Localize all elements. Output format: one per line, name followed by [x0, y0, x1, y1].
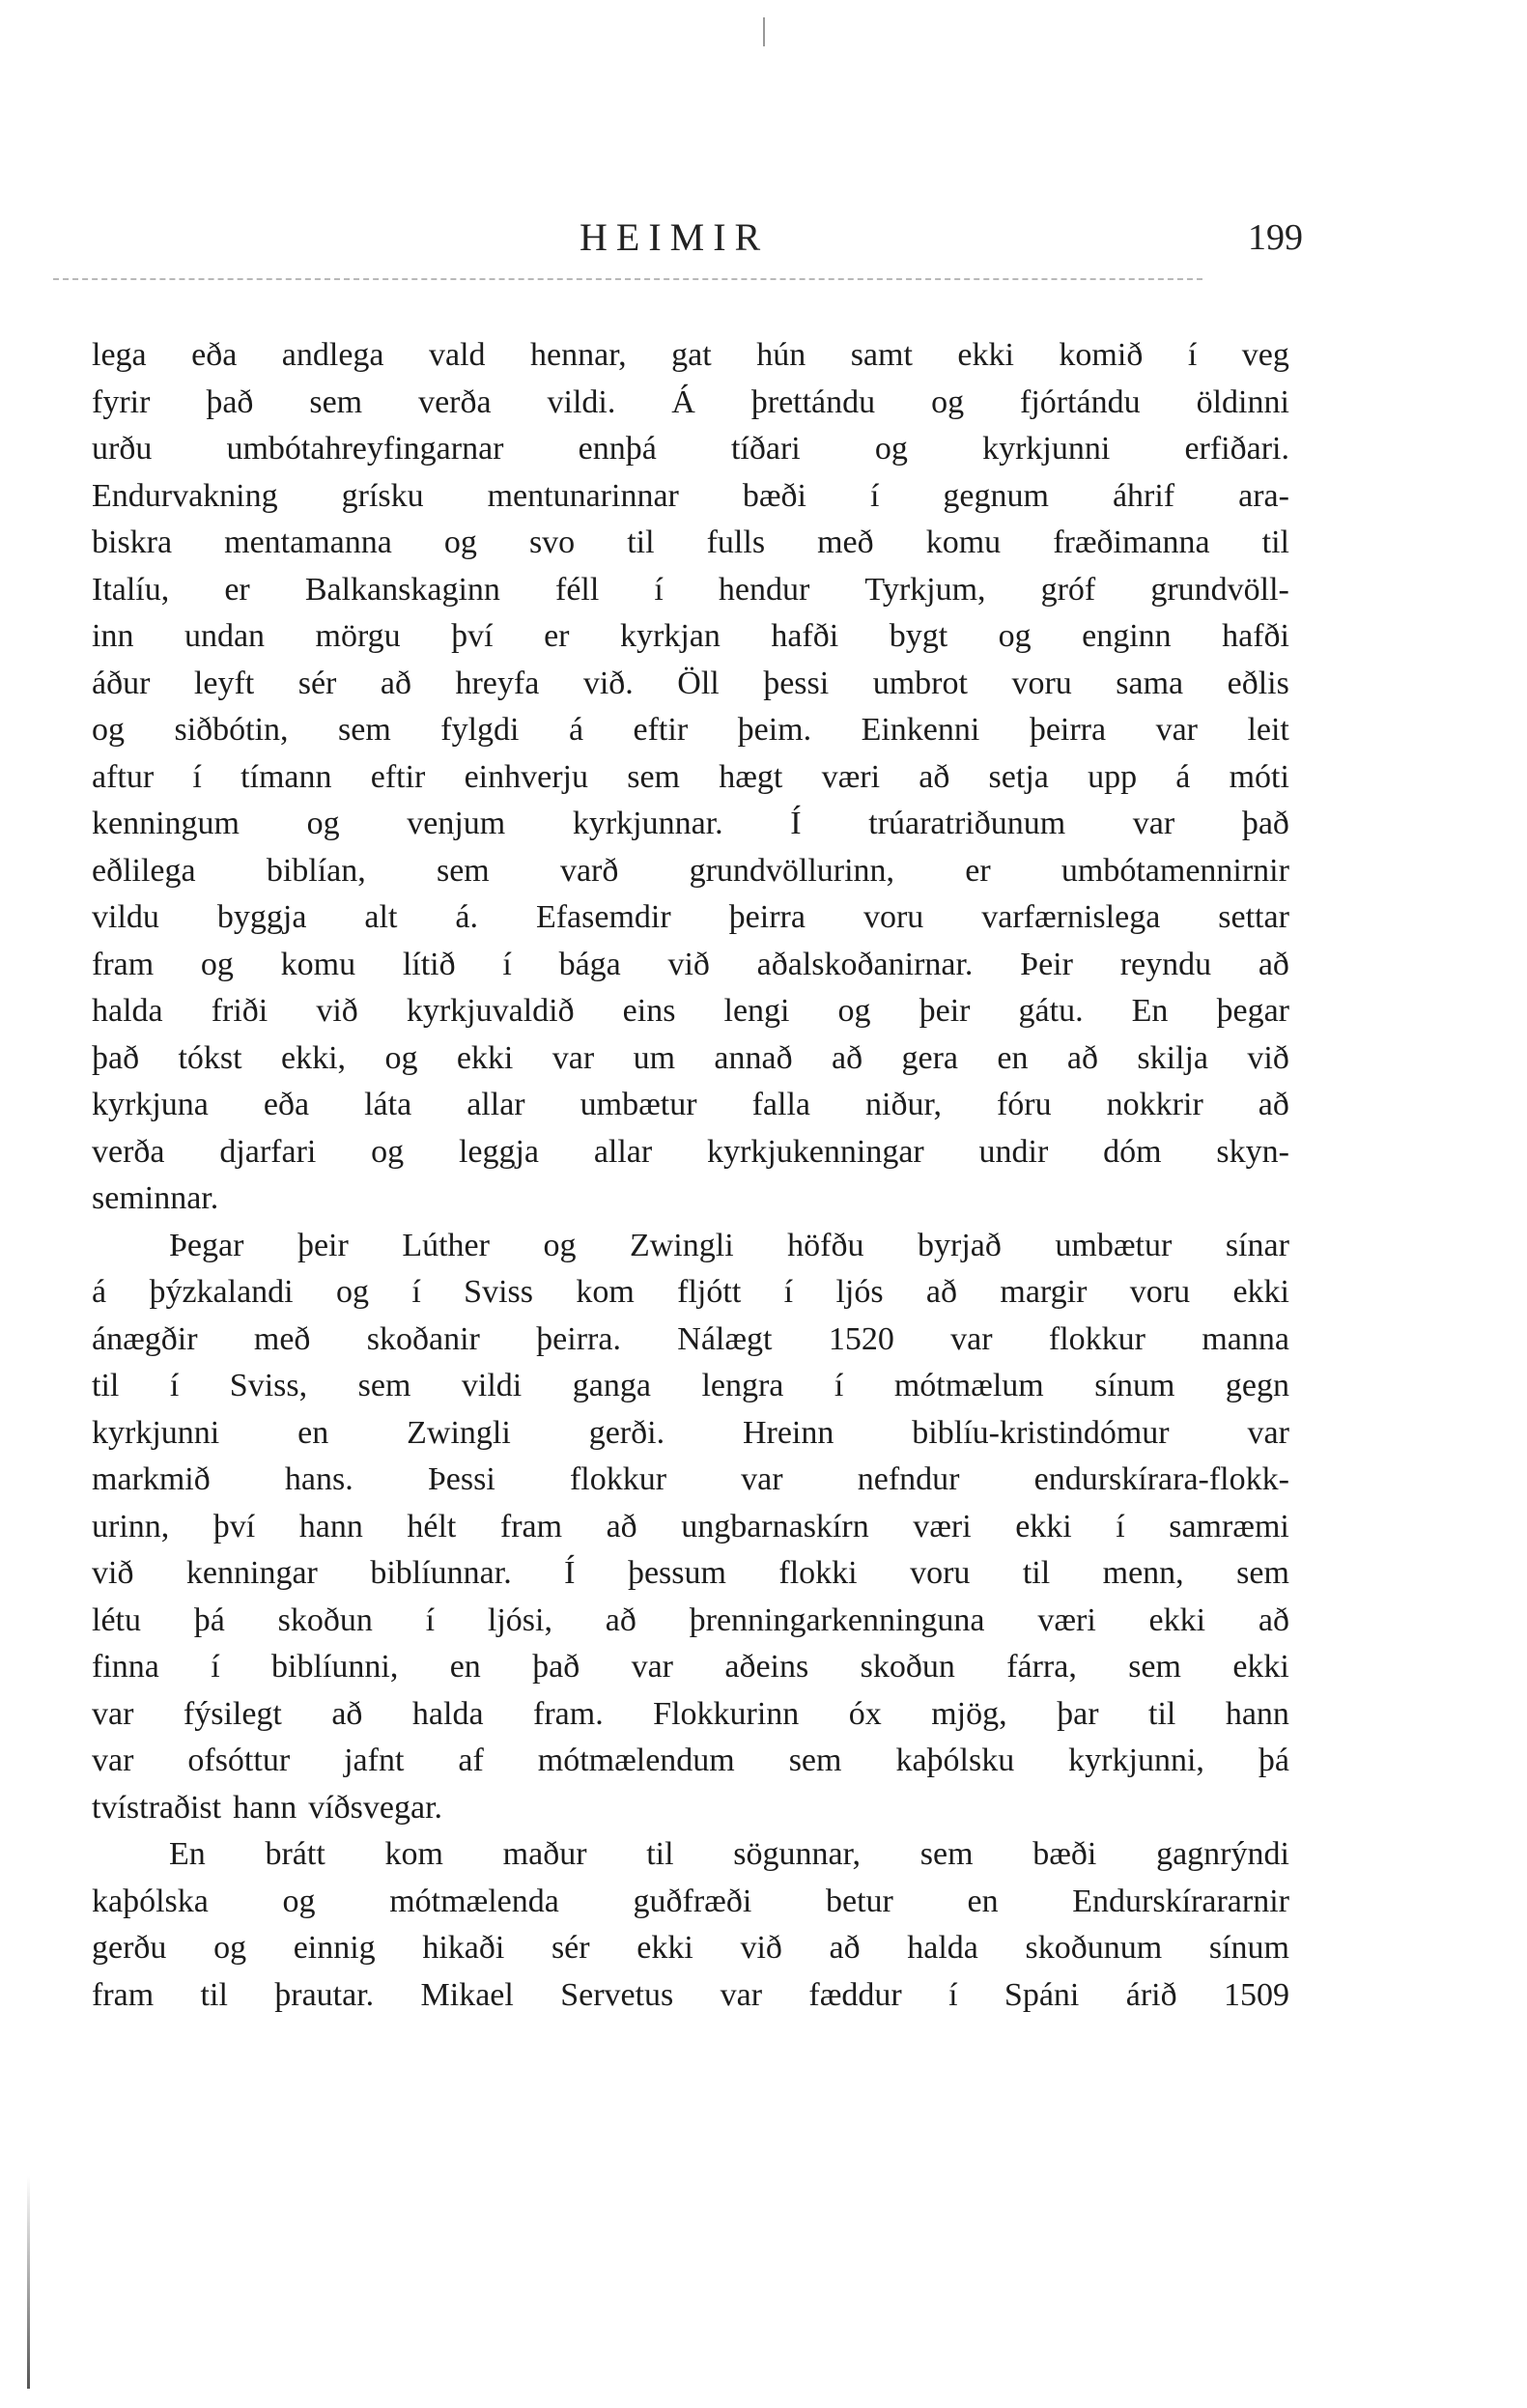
text-line: Þegar þeir Lúther og Zwingli höfðu byrjað umbætur sínar	[169, 1227, 1289, 1263]
text-line: létu þá skoðun í ljósi, að þrenningarkenninguna væri ekki að	[92, 1601, 1289, 1638]
text-line: var ofsóttur jafnt af mótmælendum sem kaþólsku kyrkjunni, þá	[92, 1742, 1289, 1778]
text-line: seminnar.	[92, 1180, 219, 1216]
text-line: það tókst ekki, og ekki var um annað að gera en að skilja við	[92, 1039, 1289, 1076]
text-line: Italíu, er Balkanskaginn féll í hendur Tyrkjum, gróf grundvöll-	[92, 571, 1289, 608]
scan-speck	[763, 17, 765, 46]
text-line: Endurvakning grísku mentunarinnar bæði í gegnum áhrif ara-	[92, 477, 1289, 514]
text-line: verða djarfari og leggja allar kyrkjukenningar undir dóm skyn-	[92, 1133, 1289, 1170]
text-line: fram og komu lítið í bága við aðalskoðanirnar. Þeir reyndu að	[92, 946, 1289, 982]
text-line: kyrkjunni en Zwingli gerði. Hreinn biblíu-kristindómur var	[92, 1414, 1289, 1451]
text-line: lega eða andlega vald hennar, gat hún samt ekki komið í veg	[92, 337, 1289, 373]
page-number: 199	[1248, 217, 1303, 258]
body-text	[92, 332, 1289, 2019]
page-header	[0, 214, 1527, 272]
text-line: við kenningar biblíunnar. Í þessum flokki voru til menn, sem	[92, 1555, 1289, 1591]
text-line: vildu byggja alt á. Efasemdir þeirra voru varfærnislega settar	[92, 899, 1289, 935]
text-line: var fýsilegt að halda fram. Flokkurinn óx mjög, þar til hann	[92, 1695, 1289, 1732]
text-line: finna í biblíunni, en það var aðeins skoðun fárra, sem ekki	[92, 1649, 1289, 1685]
header-rule	[53, 278, 1202, 280]
text-line: inn undan mörgu því er kyrkjan hafði bygt og enginn hafði	[92, 618, 1289, 654]
text-line: halda friði við kyrkjuvaldið eins lengi og þeir gátu. En þegar	[92, 993, 1289, 1029]
text-line: En brátt kom maður til sögunnar, sem bæði gagnrýndi	[169, 1836, 1289, 1872]
text-line: gerðu og einnig hikaði sér ekki við að halda skoðunum sínum	[92, 1930, 1289, 1966]
text-line: kaþólska og mótmælenda guðfræði betur en Endurskírararnir	[92, 1883, 1289, 1919]
text-line: markmið hans. Þessi flokkur var nefndur endurskírara-flokk-	[92, 1461, 1289, 1497]
text-line: kyrkjuna eða láta allar umbætur falla niður, fóru nokkrir að	[92, 1087, 1289, 1122]
scan-edge-mark	[27, 2176, 30, 2389]
text-line: urinn, því hann hélt fram að ungbarnaskírn væri ekki í samræmi	[92, 1508, 1289, 1544]
text-line: tvístraðist hann víðsvegar.	[92, 1789, 443, 1826]
text-line: og siðbótin, sem fylgdi á eftir þeim. Einkenni þeirra var leit	[92, 712, 1289, 748]
text-line: áður leyft sér að hreyfa við. Öll þessi umbrot voru sama eðlis	[92, 665, 1289, 701]
text-line: til í Sviss, sem vildi ganga lengra í mótmælum sínum gegn	[92, 1368, 1289, 1403]
text-line: urðu umbótahreyfingarnar ennþá tíðari og kyrkjunni erfiðari.	[92, 431, 1289, 467]
text-line: kenningum og venjum kyrkjunnar. Í trúaratriðunum var það	[92, 806, 1289, 841]
text-line: eðlilega biblían, sem varð grundvöllurinn, er umbótamennirnir	[92, 852, 1289, 889]
text-line: biskra mentamanna og svo til fulls með komu fræðimanna til	[92, 524, 1289, 560]
text-line: fram til þrautar. Mikael Servetus var fæddur í Spáni árið 1509	[92, 1976, 1289, 2013]
text-line: fyrir það sem verða vildi. Á þrettándu og fjórtándu öldinni	[92, 383, 1289, 420]
running-head: HEIMIR	[580, 215, 770, 259]
text-line: á þýzkalandi og í Sviss kom fljótt í ljós að margir voru ekki	[92, 1274, 1289, 1310]
text-line: aftur í tímann eftir einhverju sem hægt væri að setja upp á móti	[92, 758, 1289, 795]
text-line: ánægðir með skoðanir þeirra. Nálægt 1520 var flokkur manna	[92, 1320, 1289, 1357]
